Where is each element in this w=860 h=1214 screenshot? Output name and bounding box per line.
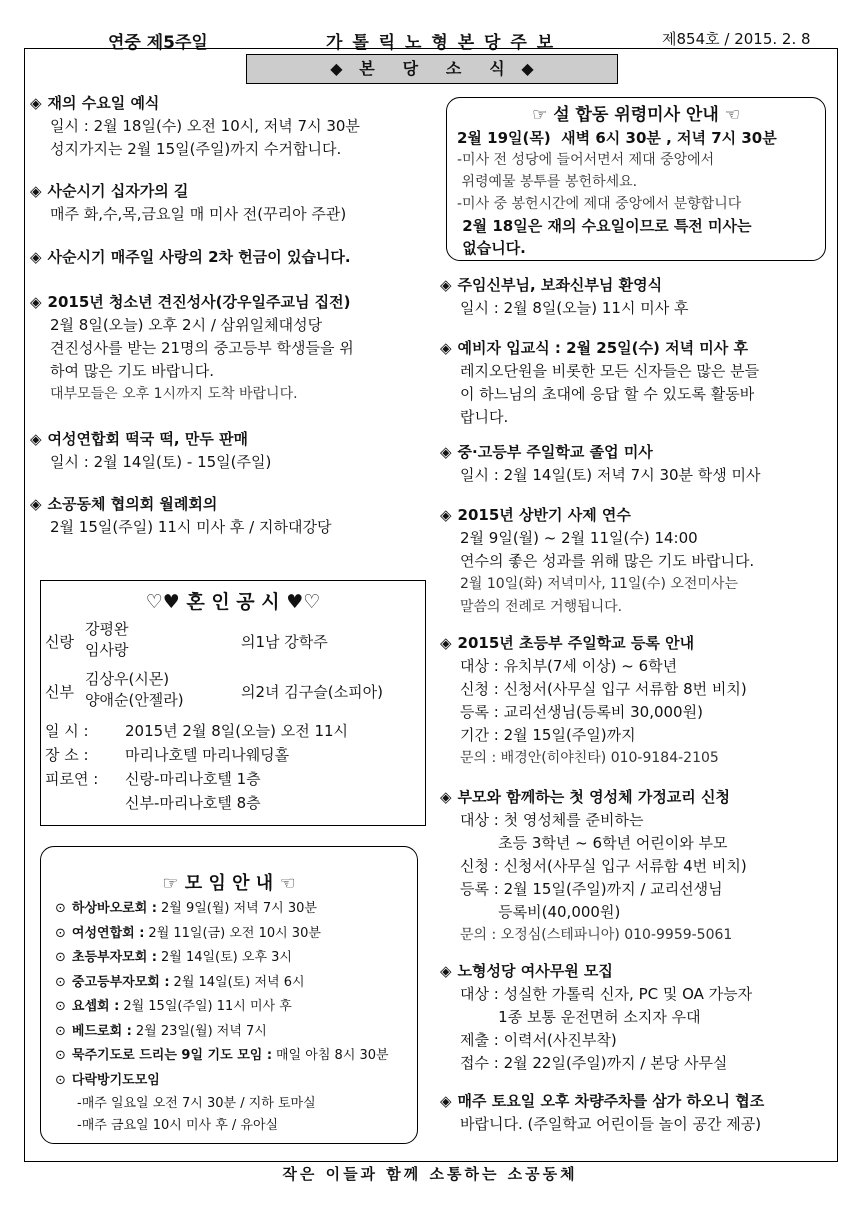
notice-subline: 문의 : 오정심(스테파니아) 010-9959-5061 (460, 927, 733, 943)
notice-title-text: 2015년 초등부 주일학교 등록 안내 (457, 634, 695, 652)
notice-line: 기간 : 2월 15일(주일)까지 (460, 726, 636, 744)
meeting-name: 베드로회 : (71, 1023, 132, 1039)
circle-dot-icon: ⊙ (55, 974, 66, 990)
notice-title-text: 예비자 입교식 : 2월 25일(수) 저녁 미사 후 (457, 339, 748, 357)
wedding-row-value: 마리나호텔 마리나웨딩홀 (125, 746, 290, 764)
memorial-line: 2월 18일은 재의 수요일이므로 특전 미사는 (457, 217, 752, 235)
bride-label: 신부 (45, 683, 74, 701)
notice-title (440, 441, 832, 464)
notice-title (30, 92, 430, 115)
notice-subline: 문의 : 배경안(히야친타) 010-9184-2105 (460, 750, 719, 766)
wedding-announcement-box (40, 580, 426, 826)
diamond-bullet-icon: ◈ (30, 430, 42, 448)
notice-title (440, 632, 832, 655)
meeting-item (55, 1069, 415, 1094)
wedding-row-value: 2015년 2월 8일(오늘) 오전 11시 (125, 722, 349, 740)
memorial-line: -미사 중 봉헌시간에 제대 중앙에서 분향합니다 (457, 196, 742, 212)
notice-title-text: 사순시기 십자가의 길 (47, 182, 189, 200)
wedding-row-label: 피로연 : (45, 770, 99, 788)
diamond-bullet-icon: ◈ (30, 248, 42, 266)
notice-title (30, 428, 430, 451)
circle-dot-icon: ⊙ (55, 950, 66, 965)
notice-line: 1종 보통 운전면허 소지자 우대 (460, 1008, 701, 1026)
notice-title (440, 960, 832, 983)
memorial-line: 위령예물 봉투를 봉헌하세요. (457, 174, 638, 190)
meeting-detail: 2월 9일(월) 저녁 7시 30분 (160, 901, 317, 916)
notice-item (30, 291, 430, 406)
meeting-subline: -매주 일요일 오전 7시 30분 / 지하 토마실 (77, 1096, 316, 1111)
notice-item (440, 960, 832, 1075)
notice-line: 접수 : 2월 22일(주일)까지 / 본당 사무실 (460, 1054, 728, 1072)
diamond-bullet-icon: ◈ (440, 443, 452, 461)
notice-line: 대상 : 첫 영성체를 준비하는 (460, 811, 644, 829)
circle-dot-icon: ⊙ (55, 1023, 66, 1039)
diamond-bullet-icon: ◈ (440, 1092, 452, 1110)
diamond-bullet-icon: ◈ (30, 293, 42, 311)
meeting-item (55, 922, 415, 947)
meetings-list (55, 897, 415, 1137)
notice-line: 매주 화,수,목,금요일 매 미사 전(꾸리아 주관) (50, 205, 347, 223)
memorial-mass-box (446, 97, 826, 261)
circle-dot-icon: ⊙ (55, 925, 66, 941)
notice-line: 2월 9일(월) ~ 2월 11일(수) 14:00 (460, 529, 698, 547)
notice-line: 바랍니다. (주일학교 어린이들 놀이 공간 제공) (460, 1115, 762, 1133)
meeting-name: 여성연합회 : (71, 925, 145, 941)
notice-title (440, 274, 832, 297)
notice-item (440, 786, 832, 947)
wedding-row-label (45, 791, 125, 815)
meeting-detail: 2월 23일(월) 저녁 7시 (135, 1023, 267, 1039)
notice-line: 레지오단원을 비롯한 모든 신자들은 많은 분들 (460, 362, 760, 380)
wedding-row-value: 신랑-마리나호텔 1층 (125, 770, 261, 788)
diamond-bullet-icon: ◈ (440, 788, 452, 806)
notice-line: 2월 15일(주일) 11시 미사 후 / 지하대강당 (50, 518, 332, 536)
circle-dot-icon: ⊙ (55, 999, 66, 1014)
notice-item (30, 180, 430, 226)
notice-line: 제출 : 이력서(사진부착) (460, 1031, 617, 1049)
memorial-title: ☞ 설 합동 위령미사 안내 ☜ (532, 105, 740, 125)
circle-dot-icon: ⊙ (55, 1072, 66, 1088)
notice-line: 등록비(40,000원) (460, 903, 621, 921)
notice-line: 일시 : 2월 8일(오늘) 11시 미사 후 (460, 299, 689, 317)
notice-line: 등록 : 2월 15일(주일)까지 / 교리선생님 (460, 880, 723, 898)
wedding-details (45, 719, 421, 815)
circle-dot-icon: ⊙ (55, 901, 66, 916)
notice-title (30, 180, 430, 203)
memorial-line: -미사 전 성당에 들어서면서 제대 중앙에서 (457, 152, 715, 168)
diamond-bullet-icon: ◈ (440, 506, 452, 524)
wedding-row-label: 장 소 : (45, 746, 89, 764)
notice-title-text: 매주 토요일 오후 차량주차를 삼가 하오니 협조 (457, 1092, 765, 1110)
wedding-row (45, 767, 421, 791)
notice-subline: 2월 10일(화) 저녁미사, 11일(수) 오전미사는 (460, 576, 738, 592)
footer-slogan: 작은 이들과 함께 소통하는 소공동체 (282, 1165, 578, 1183)
meeting-subline: -매주 금요일 10시 미사 후 / 유아실 (77, 1118, 279, 1133)
notice-line: 일시 : 2월 14일(토) 저녁 7시 30분 학생 미사 (460, 466, 761, 484)
wedding-row (45, 719, 421, 743)
meeting-detail: 2월 11일(금) 오전 10시 30분 (148, 925, 321, 941)
notice-line: 등록 : 교리선생님(등록비 30,000원) (460, 703, 703, 721)
meeting-item (55, 995, 415, 1020)
notice-line: 일시 : 2월 14일(토) - 15일(주일) (50, 453, 272, 471)
meeting-name: 요셉회 : (71, 999, 120, 1014)
meeting-detail: 2월 14일(토) 오후 3시 (160, 950, 292, 965)
groom-mother: 임사랑 (85, 641, 129, 659)
diamond-bullet-icon: ◈ (440, 962, 452, 980)
groom-label: 신랑 (45, 633, 74, 651)
meeting-detail: 2월 14일(토) 저녁 6시 (173, 974, 305, 990)
notice-title-text: 노형성당 여사무원 모집 (457, 962, 613, 980)
notice-title-text: 2015년 청소년 견진성사(강우일주교님 집전) (47, 293, 351, 311)
notice-title (440, 337, 832, 360)
meeting-name: 하상바오로회 : (71, 901, 157, 916)
notice-item (440, 504, 832, 619)
issue-week: 연중 제5주일 (108, 33, 208, 53)
diamond-bullet-icon: ◈ (30, 182, 42, 200)
notice-item (440, 632, 832, 770)
notice-line: 2월 8일(오늘) 오후 2시 / 삼위일체대성당 (50, 316, 323, 334)
notice-line: 성지가지는 2월 15일(주일)까지 수거합니다. (50, 140, 342, 158)
bride-father: 김상우(시몬) (85, 670, 170, 688)
groom-parents (85, 619, 128, 661)
wedding-title: ♡♥ 혼 인 공 시 ♥♡ (145, 591, 321, 613)
meeting-detail: 2월 15일(주일) 11시 미사 후 (123, 999, 292, 1014)
notice-item (30, 493, 430, 539)
meeting-item (55, 1044, 415, 1069)
notice-line: 이 하느님의 초대에 응답 할 수 있도록 활동바 (460, 385, 755, 403)
notice-title-text: 중·고등부 주일학교 졸업 미사 (457, 443, 653, 461)
notice-line: 하여 많은 기도 바랍니다. (50, 362, 214, 380)
bride-parents (85, 669, 184, 711)
wedding-row-label: 일 시 : (45, 722, 89, 740)
meeting-detail: 매일 아침 8시 30분 (276, 1048, 389, 1063)
groom-name: 의1남 강학주 (241, 633, 328, 651)
bride-mother: 양애순(안젤라) (85, 691, 184, 709)
notice-line: 초등 3학년 ~ 6학년 어린이와 부모 (460, 834, 728, 852)
meeting-name: 묵주기도로 드리는 9일 기도 모임 : (71, 1048, 273, 1063)
notice-item (30, 92, 430, 161)
bride-name: 의2녀 김구슬(소피아) (241, 683, 383, 701)
diamond-bullet-icon: ◈ (440, 634, 452, 652)
meetings-title: ☞ 모 임 안 내 ☜ (162, 873, 296, 894)
meeting-name: 초등부자모회 : (71, 950, 157, 965)
issue-number-date: 제854호 / 2015. 2. 8 (662, 30, 811, 48)
memorial-line: 2월 19일(목) 새벽 6시 30분 , 저녁 7시 30분 (457, 129, 777, 147)
groom-father: 강평완 (85, 620, 129, 638)
meeting-item (55, 1020, 415, 1045)
notice-line: 견진성사를 받는 21명의 중고등부 학생들을 위 (50, 339, 354, 357)
notice-subline: 대부모들은 오후 1시까지 도착 바랍니다. (50, 386, 298, 402)
notice-title-text: 부모와 함께하는 첫 영성체 가정교리 신청 (457, 788, 730, 806)
notice-title (30, 291, 430, 314)
notice-line: 대상 : 성실한 가톨릭 신자, PC 및 OA 가능자 (460, 985, 753, 1003)
notice-line: 연수의 좋은 성과를 위해 많은 기도 바랍니다. (460, 552, 755, 570)
notice-subline: 말씀의 전례로 거행됩니다. (460, 599, 623, 615)
diamond-bullet-icon: ◈ (30, 94, 42, 112)
diamond-bullet-icon: ◈ (30, 495, 42, 513)
bulletin-title: 가 톨 릭 노 형 본 당 주 보 (326, 33, 556, 53)
notice-title-text: 소공동체 협의회 월례회의 (47, 495, 218, 513)
notice-title (30, 493, 430, 516)
notice-item (30, 246, 430, 269)
notice-title (440, 504, 832, 527)
notice-title-text: 여성연합회 떡국 떡, 만두 판매 (47, 430, 249, 448)
wedding-row (45, 743, 421, 767)
wedding-row-value: 신부-마리나호텔 8층 (125, 794, 261, 812)
notice-title (440, 1090, 832, 1113)
notice-item (440, 274, 832, 320)
meeting-item (55, 897, 415, 922)
notice-title-text: 사순시기 매주일 사랑의 2차 헌금이 있습니다. (47, 248, 351, 266)
notice-line: 일시 : 2월 18일(수) 오전 10시, 저녁 7시 30분 (50, 117, 360, 135)
notice-line: 신청 : 신청서(사무실 입구 서류함 8번 비치) (460, 680, 747, 698)
meeting-name: 중고등부자모회 : (71, 974, 170, 990)
diamond-bullet-icon: ◈ (440, 339, 452, 357)
meetings-box (40, 846, 418, 1144)
memorial-lines (447, 127, 825, 259)
notice-item (440, 337, 832, 429)
notice-item (440, 441, 832, 487)
meeting-item (55, 946, 415, 971)
notice-title (440, 786, 832, 809)
circle-dot-icon: ⊙ (55, 1048, 66, 1063)
notice-title (30, 246, 430, 269)
notice-title-text: 주임신부님, 보좌신부님 환영식 (457, 276, 663, 294)
notice-item (440, 1090, 832, 1136)
notice-title-text: 재의 수요일 예식 (47, 94, 160, 112)
notice-line: 대상 : 유치부(7세 이상) ~ 6학년 (460, 657, 678, 675)
notice-item (30, 428, 430, 474)
notice-title-text: 2015년 상반기 사제 연수 (457, 506, 631, 524)
meeting-item (55, 971, 415, 996)
diamond-bullet-icon: ◈ (440, 276, 452, 294)
memorial-line: 없습니다. (457, 239, 526, 257)
section-title: ◆ 본 당 소 식 ◆ (246, 54, 618, 84)
meeting-name: 다락방기도모임 (71, 1072, 160, 1088)
notice-line: 신청 : 신청서(사무실 입구 서류함 4번 비치) (460, 857, 747, 875)
notice-line: 랍니다. (460, 408, 509, 426)
wedding-row (45, 791, 421, 815)
